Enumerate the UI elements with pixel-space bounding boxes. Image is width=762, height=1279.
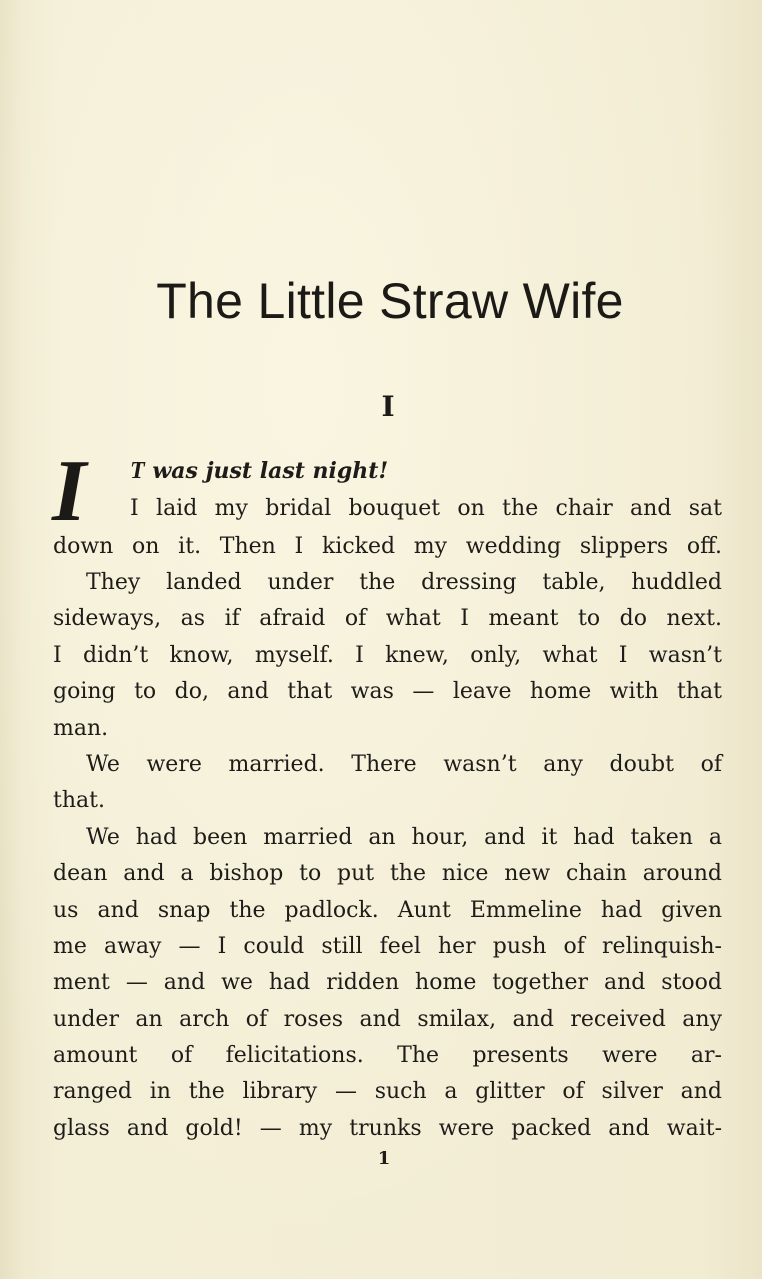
- text-line: I didn’t know, myself. I knew, only, what I wasn’t: [53, 643, 722, 668]
- text-line: man.: [53, 716, 109, 741]
- text-line: going to do, and that was — leave home with that: [53, 679, 722, 704]
- page-number: 1: [377, 1148, 391, 1169]
- text-line: us and snap the padlock. Aunt Emmeline had given: [53, 898, 722, 923]
- text-line: dean and a bishop to put the nice new chain around: [53, 861, 722, 886]
- text-line: We were married. There wasn’t any doubt of: [86, 752, 722, 777]
- text-line: down on it. Then I kicked my wedding slippers off.: [53, 534, 722, 559]
- text-line: under an arch of roses and smilax, and received any: [53, 1007, 722, 1032]
- opening-cap: T: [130, 458, 145, 484]
- text-line: ranged in the library — such a glitter of silver and: [53, 1079, 722, 1104]
- text-line: We had been married an hour, and it had taken a: [86, 825, 722, 850]
- text-line: They landed under the dressing table, huddled: [86, 570, 722, 595]
- text-line: sideways, as if afraid of what I meant to do next.: [53, 606, 722, 631]
- text-line: ment — and we had ridden home together and stood: [53, 970, 722, 995]
- text-line: me away — I could still feel her push of relinquish-: [53, 934, 722, 959]
- opening-line: [130, 458, 388, 484]
- drop-cap: I: [52, 443, 87, 540]
- chapter-number: I: [381, 390, 395, 423]
- story-title: The Little Straw Wife: [156, 273, 624, 329]
- text-line: I laid my bridal bouquet on the chair and sat: [130, 496, 722, 521]
- text-line: that.: [53, 788, 105, 813]
- opening-phrase: was just last night!: [144, 458, 389, 484]
- text-line: glass and gold! — my trunks were packed and wait-: [53, 1116, 722, 1141]
- text-line: amount of felicitations. The presents were ar-: [53, 1043, 722, 1068]
